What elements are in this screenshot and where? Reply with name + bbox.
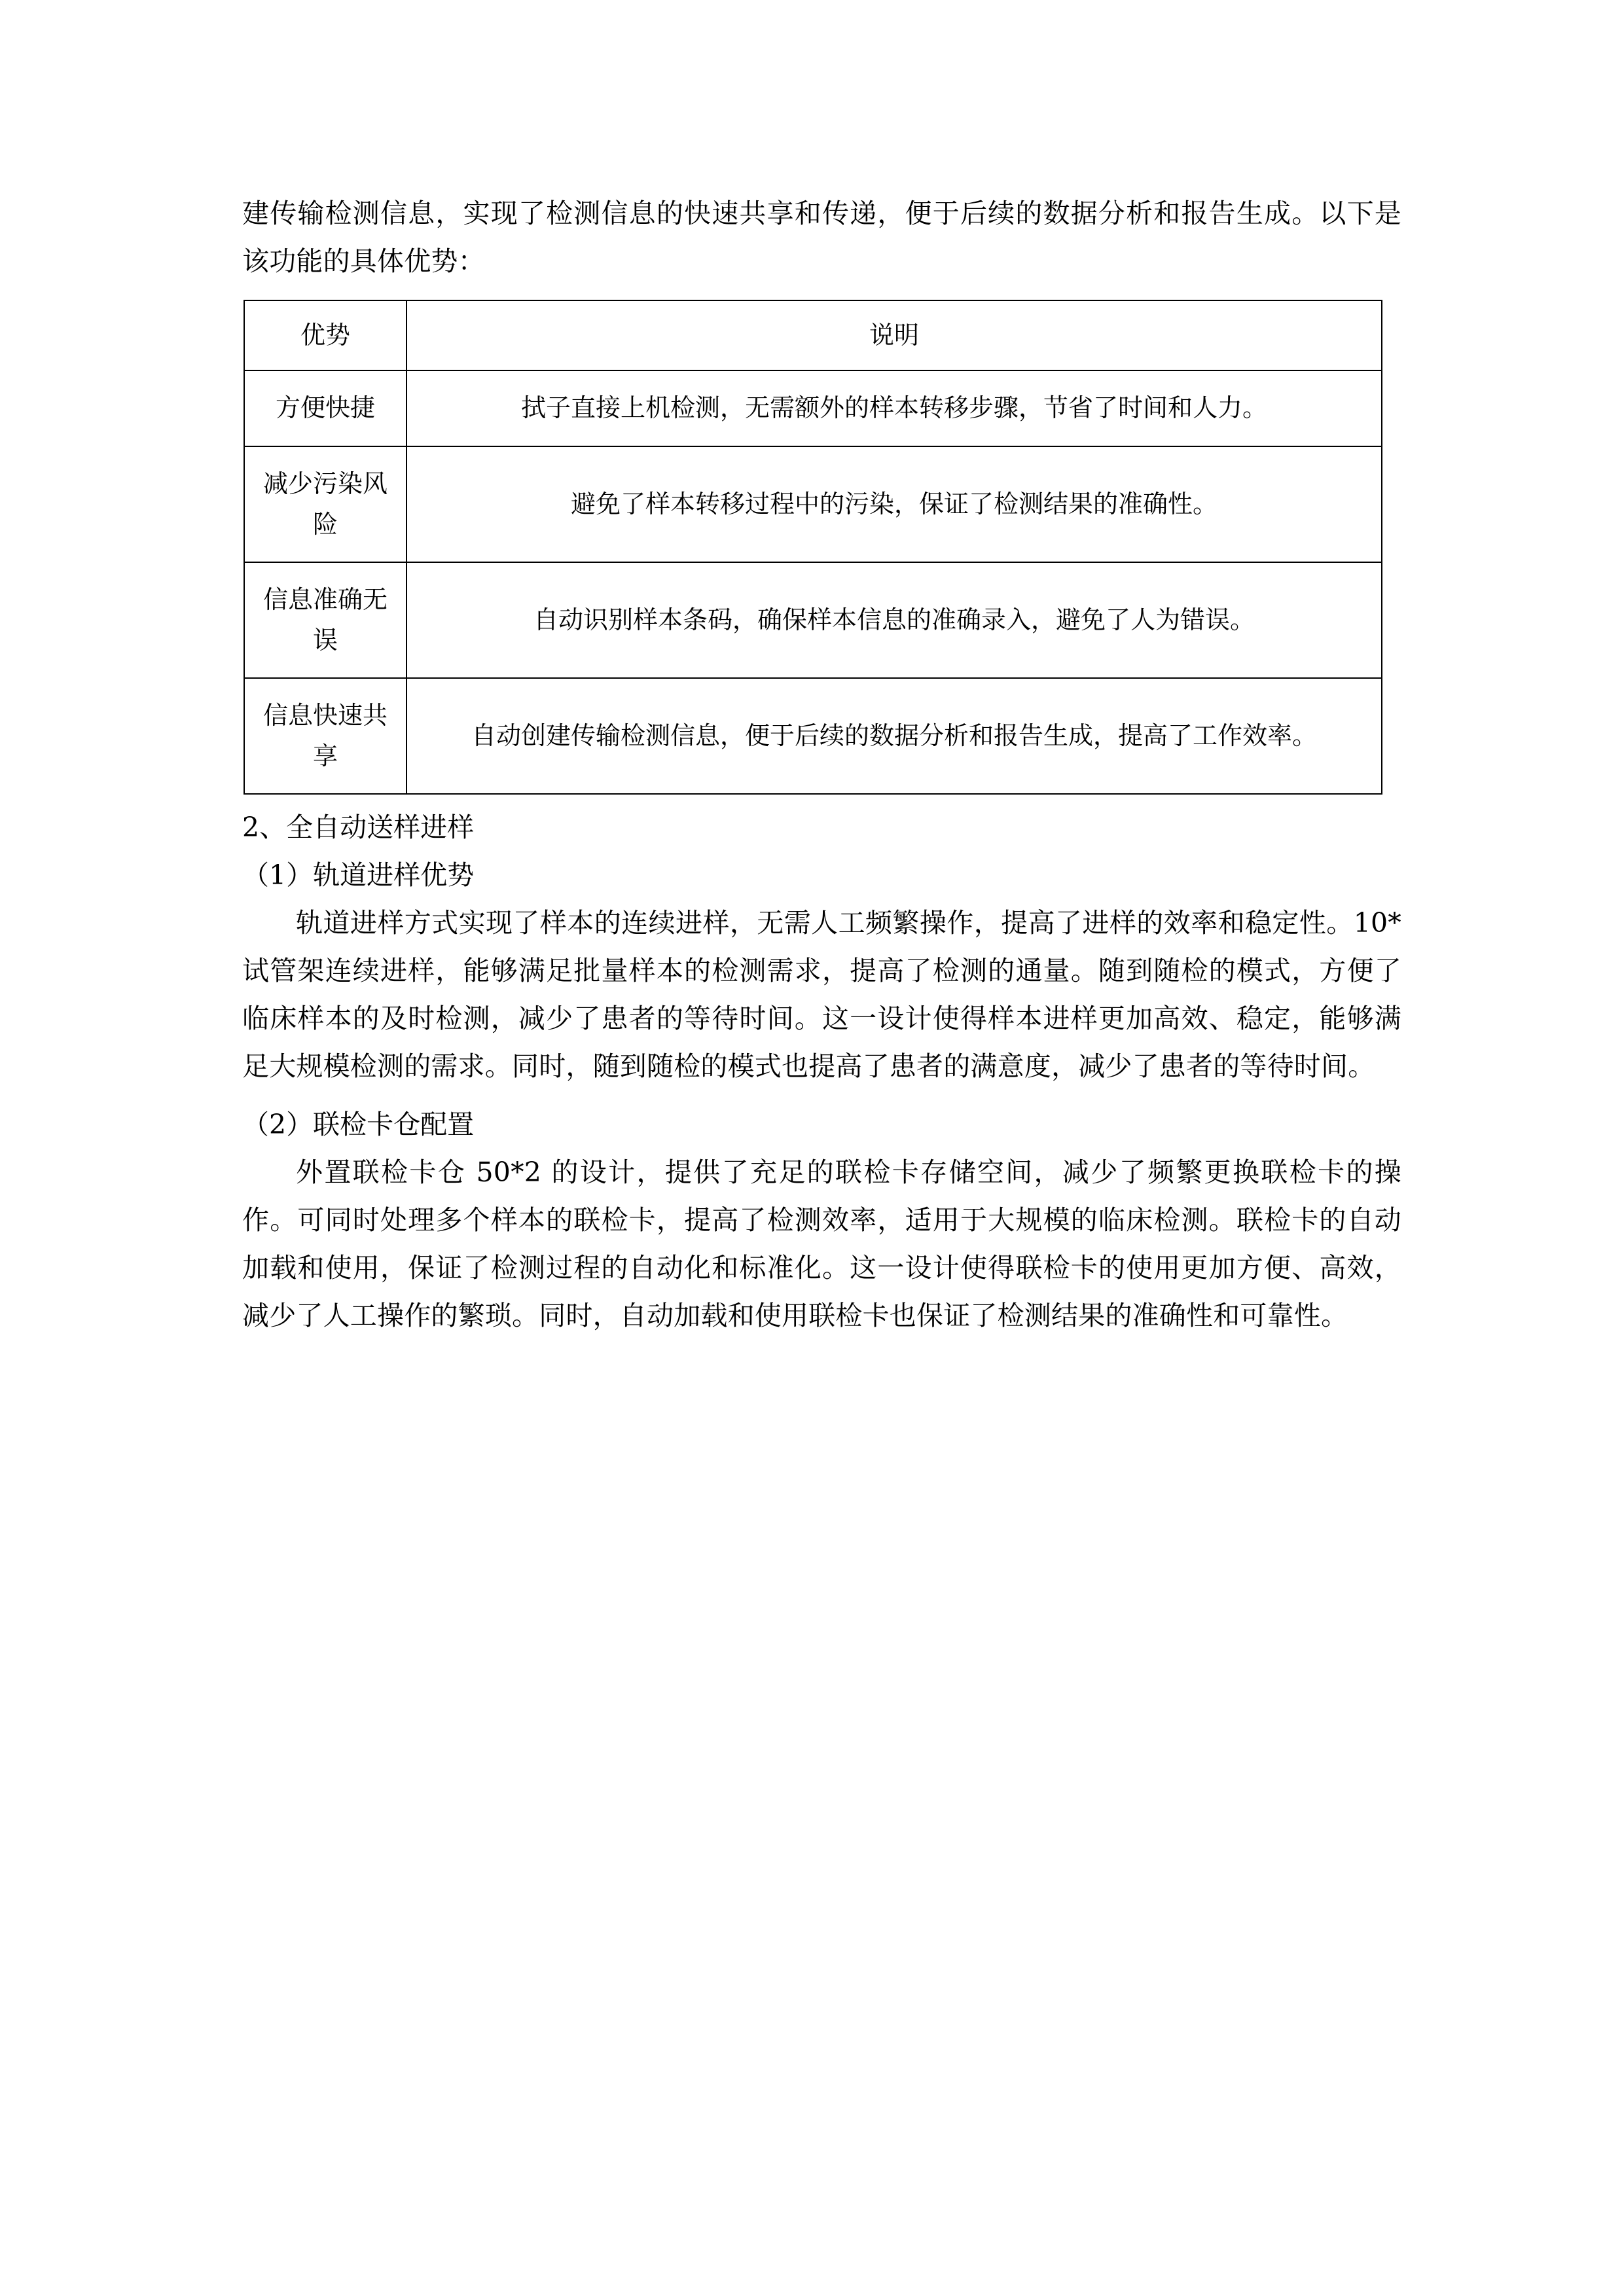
table-row	[244, 446, 1382, 562]
table-header-description: 说明	[406, 300, 1382, 371]
table-row	[244, 562, 1382, 678]
subsection-2-body: 外置联检卡仓 50*2 的设计，提供了充足的联检卡存储空间，减少了频繁更换联检卡的操作。可同时处理多个样本的联检卡，提高了检测效率，适用于大规模的临床检测。联检卡的自动加载和使用，保证了检测过程的自动化和标准化。这一设计使得联检卡的使用更加方便、高效，减少了人工操作的繁琐。同时，自动加载和使用联检卡也保证了检测结果的准确性和可靠性。	[242, 1157, 1401, 1331]
table-cell-description: 拭子直接上机检测，无需额外的样本转移步骤，节省了时间和人力。	[406, 370, 1382, 446]
table-cell-description: 避免了样本转移过程中的污染，保证了检测结果的准确性。	[406, 446, 1382, 562]
table-header-row	[244, 300, 1382, 371]
section-heading: 2、全自动送样进样	[242, 812, 475, 844]
table-row	[244, 370, 1382, 446]
table-cell-advantage: 信息快速共享	[244, 678, 406, 794]
table-cell-advantage: 减少污染风险	[244, 446, 406, 562]
subsection-1-body: 轨道进样方式实现了样本的连续进样，无需人工频繁操作，提高了进样的效率和稳定性。10*试管架连续进样，能够满足批量样本的检测需求，提高了检测的通量。随到随检的模式，方便了临床样本的及时检测，减少了患者的等待时间。这一设计使得样本进样更加高效、稳定，能够满足大规模检测的需求。同时，随到随检的模式也提高了患者的满意度，减少了患者的等待时间。	[242, 907, 1401, 1083]
table-cell-description: 自动创建传输检测信息，便于后续的数据分析和报告生成，提高了工作效率。	[406, 678, 1382, 794]
advantages-table	[244, 300, 1382, 795]
table-cell-description: 自动识别样本条码，确保样本信息的准确录入，避免了人为错误。	[406, 562, 1382, 678]
table-cell-advantage: 方便快捷	[244, 370, 406, 446]
subsection-1-heading: （1）轨道进样优势	[242, 859, 475, 891]
intro-paragraph: 建传输检测信息，实现了检测信息的快速共享和传递，便于后续的数据分析和报告生成。以下是该功能的具体优势：	[242, 198, 1401, 277]
table-header-advantage: 优势	[244, 300, 406, 371]
table-cell-advantage: 信息准确无误	[244, 562, 406, 678]
subsection-2-heading: （2）联检卡仓配置	[242, 1109, 475, 1141]
table-row	[244, 678, 1382, 794]
